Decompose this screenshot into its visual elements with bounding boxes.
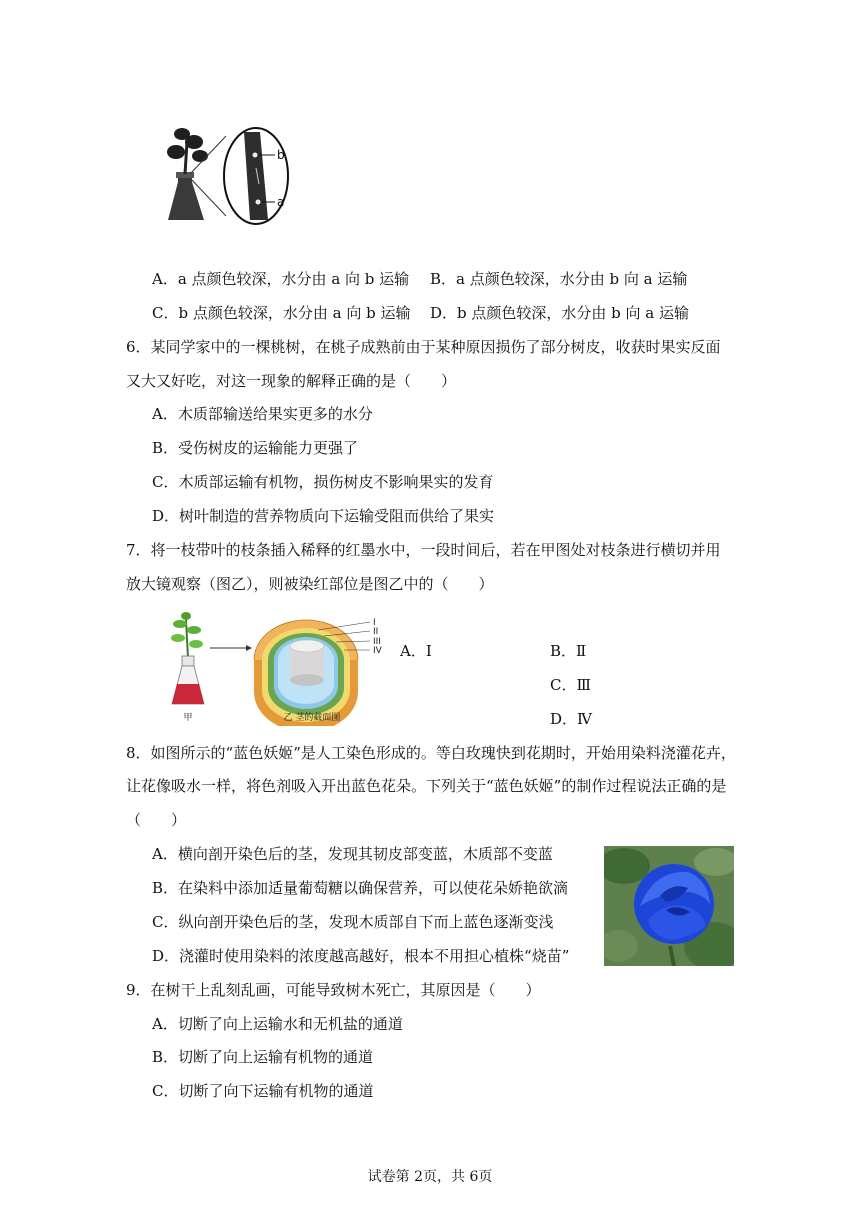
q7-caption-jia: 甲	[183, 713, 193, 723]
q5-option-a: A．a 点颜色较深，水分由 a 向 b 运输	[152, 270, 410, 288]
q7-option-b: B．Ⅱ	[550, 642, 587, 660]
q8-option-b: B．在染料中添加适量葡萄糖以确保营养，可以使花朵娇艳欲滴	[152, 879, 569, 897]
q5-option-c: C．b 点颜色较深，水分由 a 向 b 运输	[152, 304, 411, 322]
q5-label-b: b	[277, 148, 285, 162]
q6-option-b: B．受伤树皮的运输能力更强了	[152, 439, 359, 457]
q8-stem-line2: 让花像吸水一样，将色剂吸入开出蓝色花朵。下列关于“蓝色妖姬”的制作过程说法正确的是	[126, 777, 727, 795]
q9-option-a: A．切断了向上运输水和无机盐的通道	[152, 1015, 403, 1033]
q5-figure-plant-stem	[160, 122, 300, 226]
q8-option-a: A．横向剖开染色后的茎，发现其韧皮部变蓝，木质部不变蓝	[152, 845, 553, 863]
q9-option-c: C．切断了向下运输有机物的通道	[152, 1082, 374, 1100]
q5-option-b: B．a 点颜色较深，水分由 b 向 a 运输	[430, 270, 688, 288]
q7-layer-label-2: II	[373, 627, 379, 637]
q7-option-c: C．Ⅲ	[550, 676, 591, 694]
q9-stem: 9．在树干上乱刻乱画，可能导致树木死亡，其原因是（ ）	[126, 981, 541, 999]
q5-option-d: D．b 点颜色较深，水分由 b 向 a 运输	[430, 304, 690, 322]
q6-stem-line1: 6．某同学家中的一棵桃树，在桃子成熟前由于某种原因损伤了部分树皮，收获时果实反面	[126, 338, 721, 356]
q7-option-a: A．Ⅰ	[400, 642, 432, 660]
q7-layer-label-1: I	[373, 618, 376, 628]
q8-option-d: D．浇灌时使用染料的浓度越高越好，根本不用担心植株“烧苗”	[152, 947, 570, 965]
q7-figure-stem-cross-section	[168, 610, 390, 726]
page-footer: 试卷第 2页，共 6页	[367, 1169, 493, 1185]
q7-option-d: D．Ⅳ	[550, 710, 593, 728]
q7-layer-label-4: IV	[373, 646, 382, 656]
q6-option-a: A．木质部输送给果实更多的水分	[152, 405, 373, 423]
q7-caption-yi: 乙 茎的截面图	[283, 713, 341, 723]
q8-stem-line1: 8．如图所示的“蓝色妖姬”是人工染色形成的。等白玫瑰快到花期时，开始用染料浇灌花卉，	[126, 744, 736, 762]
q8-option-c: C．纵向剖开染色后的茎，发现木质部自下而上蓝色逐渐变浅	[152, 913, 554, 931]
q6-stem-line2: 又大又好吃，对这一现象的解释正确的是（ ）	[126, 372, 457, 390]
q6-option-c: C．木质部运输有机物，损伤树皮不影响果实的发育	[152, 473, 494, 491]
q8-blue-rose-photo	[604, 846, 734, 966]
q8-stem-line3: （ ）	[126, 811, 187, 829]
q6-option-d: D．树叶制造的营养物质向下运输受阻而供给了果实	[152, 507, 495, 525]
q9-option-b: B．切断了向上运输有机物的通道	[152, 1048, 374, 1066]
q7-stem-line1: 7．将一枝带叶的枝条插入稀释的红墨水中，一段时间后，若在甲图处对枝条进行横切并用	[126, 541, 721, 559]
q7-layer-label-3: III	[373, 637, 381, 647]
q5-label-a: a	[277, 195, 285, 209]
q7-stem-line2: 放大镜观察（图乙），则被染红部位是图乙中的（ ）	[126, 575, 494, 593]
